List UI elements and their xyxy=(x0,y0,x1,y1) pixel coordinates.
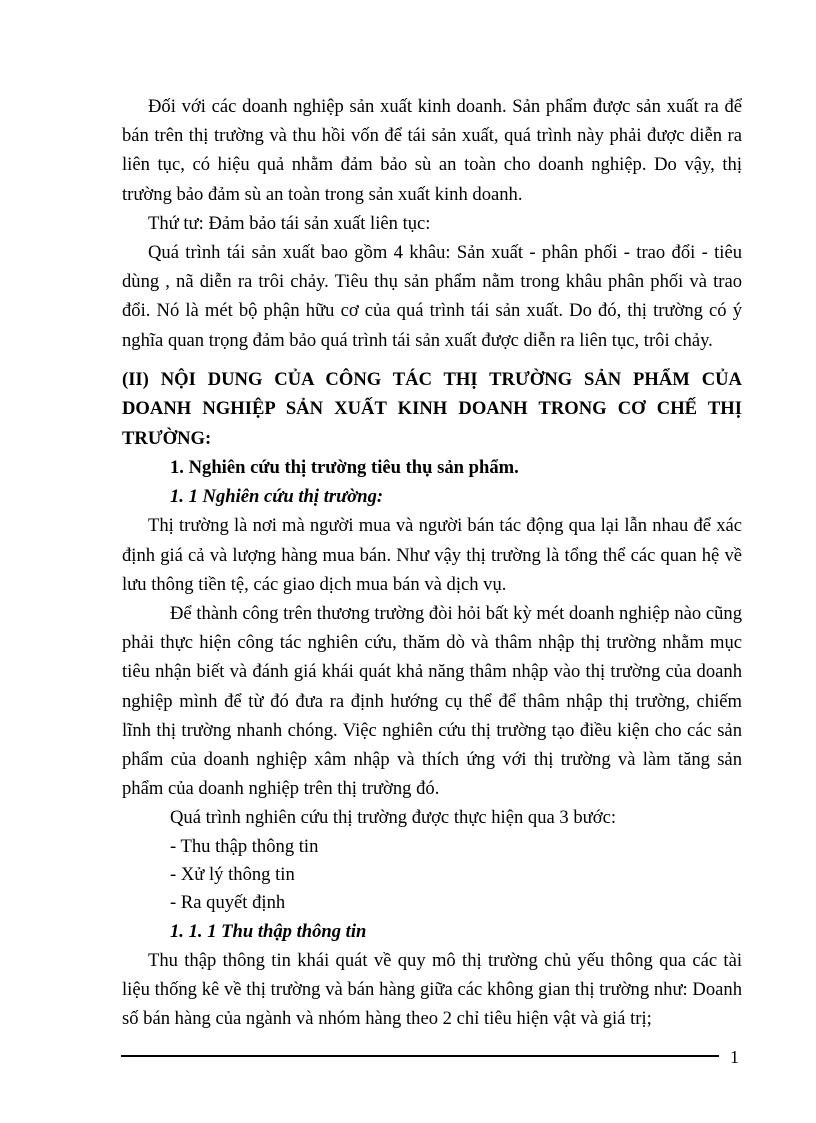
body-paragraph: Quá trình nghiên cứu thị trường được thực hiện qua 3 bước: xyxy=(170,807,616,829)
subsubheading: 1. 1. 1 Thu thập thông tin xyxy=(170,920,367,942)
page-number: 1 xyxy=(730,1047,739,1067)
body-paragraph: Để thành công trên thương trường đòi hỏi bất kỳ mét doanh nghiệp nào cũng phải thực hiện công tác nghiên cứu, thăm dò và thâm nhập thị trường nhằm mục tiêu nhận biết và đánh giá khái quát khả năng thâm nhập vào thị trường của doanh nghiệp mình để từ đó đưa ra định hướng cụ thể để thâm nhập thị trường, chiếm lĩnh thị trường nhanh chóng. Việc nghiên cứu thị trường tạo điều kiện cho các sản phẩm của doanh nghiệp xâm nhập và thích ứng với thị trường và làm tăng sản phẩm của doanh nghiệp trên thị trường đó. xyxy=(122,603,742,800)
subheading: 1. Nghiên cứu thị trường tiêu thụ sản phẩm. xyxy=(170,457,519,479)
page-content xyxy=(122,92,742,1034)
body-paragraph: Thu thập thông tin khái quát về quy mô thị trường chủ yếu thông qua các tài liệu thống kê về thị trường và bán hàng giữa các không gian thị trường như: Doanh số bán hàng của ngành và nhóm hàng theo 2 chỉ tiêu hiện vật và giá trị; xyxy=(122,949,742,1030)
list-item: - Ra quyết định xyxy=(170,891,286,913)
body-paragraph: Thứ tư: Đảm bảo tái sản xuất liên tục: xyxy=(148,212,431,234)
body-paragraph: Thị trường là nơi mà người mua và người bán tác động qua lại lẫn nhau để xác định giá cả và lượng hàng mua bán. Như vậy thị trường là tổng thể các quan hệ về lưu thông tiền tệ, các giao dịch mua bán và dịch vụ. xyxy=(122,515,742,595)
section-heading: (II) NỘI DUNG CỦA CÔNG TÁC THỊ TRƯỜNG SẢN PHẨM CỦA DOANH NGHIỆP SẢN XUẤT KINH DOANH TRONG CƠ CHẾ THỊ TRƯỜNG: xyxy=(122,368,742,449)
list-item: - Xử lý thông tin xyxy=(170,863,295,885)
body-paragraph: Đối với các doanh nghiệp sản xuất kinh doanh. Sản phẩm được sản xuất ra để bán trên thị trường và thu hồi vốn để tái sản xuất, quá trình này phải được diễn ra liên tục, có hiệu quả nhằm đảm bảo sù an toàn cho doanh nghiệp. Do vậy, thị trường bảo đảm sù an toàn trong sản xuất kinh doanh. xyxy=(122,96,742,205)
subsubheading: 1. 1 Nghiên cứu thị trường: xyxy=(170,486,384,508)
body-paragraph: Quá trình tái sản xuất bao gồm 4 khâu: Sản xuất - phân phối - trao đổi - tiêu dùng , nã diễn ra trôi chảy. Tiêu thụ sản phẩm nằm trong khâu phân phối và trao đổi. Nó là mét bộ phận hữu cơ của quá trình tái sản xuất. Do đó, thị trường có ý nghĩa quan trọng đảm bảo quá trình tái sản xuất được diễn ra liên tục, trôi chảy. xyxy=(122,242,742,351)
footer-rule xyxy=(121,1055,719,1057)
list-item: - Thu thập thông tin xyxy=(170,835,319,857)
